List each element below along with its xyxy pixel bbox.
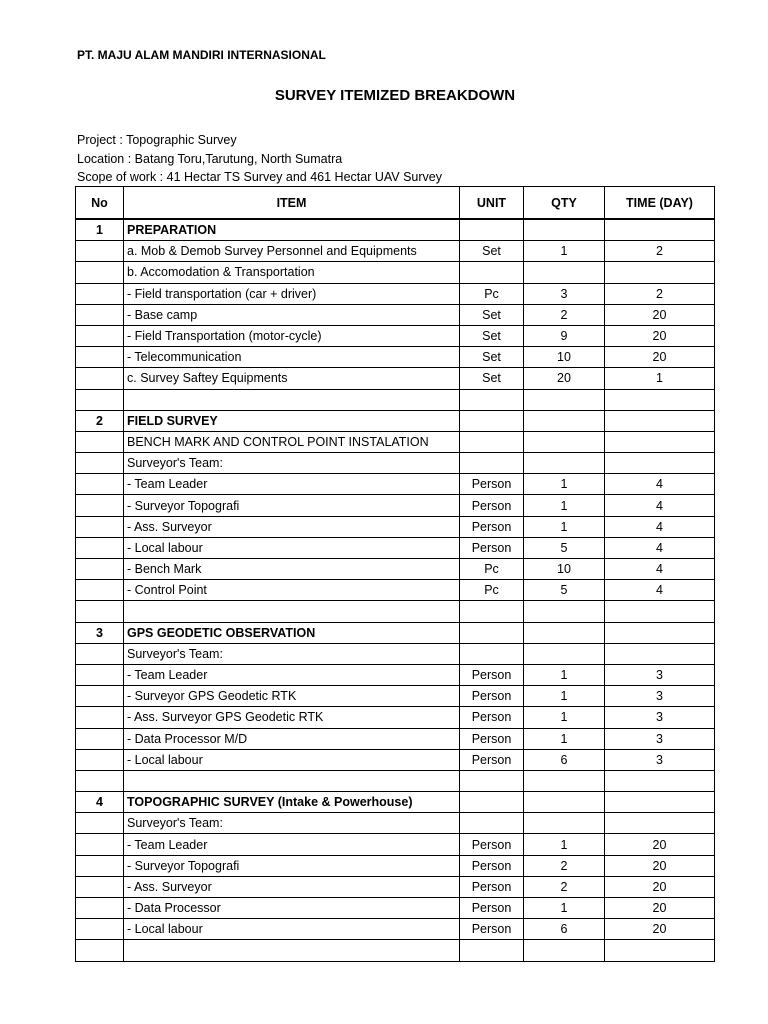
cell-qty: 6 — [524, 919, 605, 940]
header-time: TIME (DAY) — [605, 187, 715, 220]
cell-no — [76, 559, 124, 580]
cell-item: TOPOGRAPHIC SURVEY (Intake & Powerhouse) — [124, 792, 460, 813]
cell-item: - Ass. Surveyor — [124, 876, 460, 897]
cell-unit: Person — [460, 495, 524, 516]
table-row — [76, 453, 715, 474]
cell-unit: Person — [460, 898, 524, 919]
cell-item: GPS GEODETIC OBSERVATION — [124, 622, 460, 643]
cell-qty: 6 — [524, 749, 605, 770]
cell-item: Surveyor's Team: — [124, 453, 460, 474]
cell-unit — [460, 770, 524, 791]
table-row — [76, 707, 715, 728]
table-row — [76, 898, 715, 919]
cell-qty: 1 — [524, 664, 605, 685]
location-line: Location : Batang Toru,Tarutung, North Sumatra — [77, 151, 343, 166]
cell-time — [605, 940, 715, 961]
cell-no: 4 — [76, 792, 124, 813]
table-row — [76, 304, 715, 325]
table-row — [76, 686, 715, 707]
cell-qty: 5 — [524, 580, 605, 601]
cell-unit — [460, 813, 524, 834]
cell-time: 20 — [605, 834, 715, 855]
cell-qty: 1 — [524, 728, 605, 749]
cell-item: - Team Leader — [124, 474, 460, 495]
cell-qty: 5 — [524, 537, 605, 558]
cell-no — [76, 664, 124, 685]
table-row — [76, 559, 715, 580]
cell-item: a. Mob & Demob Survey Personnel and Equipments — [124, 241, 460, 262]
cell-time: 20 — [605, 304, 715, 325]
table-body — [76, 219, 715, 961]
cell-no — [76, 325, 124, 346]
cell-time: 4 — [605, 495, 715, 516]
cell-qty — [524, 770, 605, 791]
table-row — [76, 389, 715, 410]
table-row — [76, 622, 715, 643]
cell-no: 3 — [76, 622, 124, 643]
cell-unit — [460, 262, 524, 283]
cell-item: - Local labour — [124, 537, 460, 558]
cell-no — [76, 474, 124, 495]
cell-unit: Person — [460, 855, 524, 876]
table-row — [76, 580, 715, 601]
cell-time — [605, 792, 715, 813]
cell-unit: Person — [460, 728, 524, 749]
cell-time: 3 — [605, 686, 715, 707]
scope-line: Scope of work : 41 Hectar TS Survey and 461 Hectar UAV Survey — [77, 170, 442, 184]
cell-time — [605, 262, 715, 283]
cell-unit: Person — [460, 686, 524, 707]
cell-unit — [460, 389, 524, 410]
cell-no — [76, 643, 124, 664]
cell-qty — [524, 410, 605, 431]
cell-item: - Ass. Surveyor — [124, 516, 460, 537]
cell-item: - Ass. Surveyor GPS Geodetic RTK — [124, 707, 460, 728]
cell-unit — [460, 643, 524, 664]
cell-unit: Person — [460, 664, 524, 685]
cell-item: - Surveyor Topografi — [124, 855, 460, 876]
cell-qty — [524, 643, 605, 664]
cell-qty: 20 — [524, 368, 605, 389]
cell-no — [76, 855, 124, 876]
table-row — [76, 855, 715, 876]
cell-unit — [460, 453, 524, 474]
cell-qty — [524, 601, 605, 622]
cell-no — [76, 834, 124, 855]
cell-no — [76, 749, 124, 770]
cell-time: 20 — [605, 898, 715, 919]
cell-time: 4 — [605, 537, 715, 558]
cell-unit: Set — [460, 304, 524, 325]
itemized-table — [75, 186, 715, 962]
cell-qty: 1 — [524, 495, 605, 516]
cell-time: 4 — [605, 474, 715, 495]
cell-time: 3 — [605, 664, 715, 685]
cell-item: FIELD SURVEY — [124, 410, 460, 431]
cell-no — [76, 516, 124, 537]
table-row — [76, 219, 715, 241]
cell-qty: 1 — [524, 241, 605, 262]
cell-qty: 10 — [524, 559, 605, 580]
table-row — [76, 262, 715, 283]
cell-no — [76, 940, 124, 961]
cell-unit — [460, 622, 524, 643]
cell-time — [605, 643, 715, 664]
cell-unit: Set — [460, 368, 524, 389]
company-name: PT. MAJU ALAM MANDIRI INTERNASIONAL — [77, 48, 326, 62]
table-row — [76, 919, 715, 940]
cell-unit — [460, 940, 524, 961]
cell-time: 3 — [605, 749, 715, 770]
cell-unit: Person — [460, 919, 524, 940]
cell-no: 2 — [76, 410, 124, 431]
cell-qty: 1 — [524, 707, 605, 728]
cell-qty — [524, 262, 605, 283]
table-row — [76, 431, 715, 452]
cell-unit: Pc — [460, 283, 524, 304]
cell-qty: 1 — [524, 898, 605, 919]
cell-unit: Person — [460, 876, 524, 897]
cell-time: 20 — [605, 855, 715, 876]
table-row — [76, 940, 715, 961]
cell-unit — [460, 431, 524, 452]
cell-qty: 3 — [524, 283, 605, 304]
cell-unit: Person — [460, 516, 524, 537]
cell-qty — [524, 813, 605, 834]
cell-no — [76, 283, 124, 304]
cell-item: - Local labour — [124, 919, 460, 940]
table-row — [76, 792, 715, 813]
cell-no — [76, 686, 124, 707]
cell-time — [605, 453, 715, 474]
cell-item — [124, 601, 460, 622]
cell-item: c. Survey Saftey Equipments — [124, 368, 460, 389]
cell-qty: 1 — [524, 474, 605, 495]
cell-time: 4 — [605, 516, 715, 537]
cell-item: - Team Leader — [124, 834, 460, 855]
table-row — [76, 749, 715, 770]
cell-unit: Set — [460, 241, 524, 262]
table-row — [76, 283, 715, 304]
cell-no — [76, 241, 124, 262]
table-row — [76, 664, 715, 685]
cell-item: - Surveyor GPS Geodetic RTK — [124, 686, 460, 707]
cell-qty — [524, 431, 605, 452]
cell-qty: 2 — [524, 304, 605, 325]
cell-no — [76, 707, 124, 728]
cell-unit: Person — [460, 707, 524, 728]
project-line: Project : Topographic Survey — [77, 133, 237, 147]
cell-qty — [524, 453, 605, 474]
cell-qty — [524, 389, 605, 410]
cell-qty: 1 — [524, 686, 605, 707]
cell-time — [605, 219, 715, 241]
cell-no — [76, 919, 124, 940]
table-row — [76, 410, 715, 431]
cell-no — [76, 453, 124, 474]
cell-item: - Base camp — [124, 304, 460, 325]
project-info — [77, 131, 442, 187]
cell-time — [605, 770, 715, 791]
cell-time — [605, 431, 715, 452]
cell-item: - Control Point — [124, 580, 460, 601]
cell-time: 2 — [605, 241, 715, 262]
table-row — [76, 325, 715, 346]
cell-item: - Field Transportation (motor-cycle) — [124, 325, 460, 346]
cell-unit: Person — [460, 474, 524, 495]
cell-no — [76, 431, 124, 452]
table-row — [76, 537, 715, 558]
cell-item: Surveyor's Team: — [124, 643, 460, 664]
cell-qty: 1 — [524, 834, 605, 855]
table-row — [76, 368, 715, 389]
cell-item — [124, 770, 460, 791]
cell-unit: Person — [460, 537, 524, 558]
cell-item: - Local labour — [124, 749, 460, 770]
cell-time — [605, 622, 715, 643]
cell-qty: 9 — [524, 325, 605, 346]
cell-no — [76, 304, 124, 325]
table-header-row — [76, 187, 715, 220]
cell-unit: Set — [460, 347, 524, 368]
table-row — [76, 770, 715, 791]
cell-time: 2 — [605, 283, 715, 304]
cell-no: 1 — [76, 219, 124, 241]
document-title: SURVEY ITEMIZED BREAKDOWN — [274, 87, 516, 104]
cell-time — [605, 389, 715, 410]
header-no: No — [76, 187, 124, 220]
table-row — [76, 728, 715, 749]
table-row — [76, 876, 715, 897]
cell-qty — [524, 792, 605, 813]
cell-qty — [524, 219, 605, 241]
cell-unit: Pc — [460, 580, 524, 601]
cell-time: 4 — [605, 559, 715, 580]
cell-unit — [460, 601, 524, 622]
cell-unit: Set — [460, 325, 524, 346]
cell-time — [605, 410, 715, 431]
cell-unit: Pc — [460, 559, 524, 580]
cell-qty: 1 — [524, 516, 605, 537]
cell-no — [76, 898, 124, 919]
cell-item: - Data Processor M/D — [124, 728, 460, 749]
cell-time: 20 — [605, 876, 715, 897]
table-row — [76, 495, 715, 516]
cell-time: 4 — [605, 580, 715, 601]
cell-item: - Surveyor Topografi — [124, 495, 460, 516]
cell-unit — [460, 219, 524, 241]
cell-unit — [460, 410, 524, 431]
cell-item: - Telecommunication — [124, 347, 460, 368]
cell-time: 3 — [605, 707, 715, 728]
cell-qty: 2 — [524, 876, 605, 897]
header-qty: QTY — [524, 187, 605, 220]
cell-item — [124, 940, 460, 961]
cell-item: - Bench Mark — [124, 559, 460, 580]
cell-no — [76, 580, 124, 601]
cell-no — [76, 728, 124, 749]
table-row — [76, 813, 715, 834]
cell-item: b. Accomodation & Transportation — [124, 262, 460, 283]
table-row — [76, 516, 715, 537]
cell-time: 20 — [605, 347, 715, 368]
cell-item: - Field transportation (car + driver) — [124, 283, 460, 304]
header-unit: UNIT — [460, 187, 524, 220]
table-row — [76, 601, 715, 622]
cell-no — [76, 813, 124, 834]
cell-no — [76, 770, 124, 791]
cell-item: BENCH MARK AND CONTROL POINT INSTALATION — [124, 431, 460, 452]
cell-time — [605, 813, 715, 834]
cell-qty: 10 — [524, 347, 605, 368]
table-row — [76, 241, 715, 262]
cell-qty — [524, 622, 605, 643]
cell-no — [76, 368, 124, 389]
cell-no — [76, 876, 124, 897]
cell-time: 1 — [605, 368, 715, 389]
cell-no — [76, 347, 124, 368]
cell-no — [76, 495, 124, 516]
cell-item: PREPARATION — [124, 219, 460, 241]
cell-qty: 2 — [524, 855, 605, 876]
cell-no — [76, 537, 124, 558]
table-row — [76, 347, 715, 368]
cell-unit: Person — [460, 749, 524, 770]
cell-item: - Team Leader — [124, 664, 460, 685]
cell-item — [124, 389, 460, 410]
cell-unit — [460, 792, 524, 813]
header-item: ITEM — [124, 187, 460, 220]
cell-item: - Data Processor — [124, 898, 460, 919]
cell-time: 3 — [605, 728, 715, 749]
cell-qty — [524, 940, 605, 961]
table-row — [76, 643, 715, 664]
cell-time: 20 — [605, 325, 715, 346]
cell-no — [76, 601, 124, 622]
cell-no — [76, 262, 124, 283]
table-row — [76, 474, 715, 495]
cell-unit: Person — [460, 834, 524, 855]
cell-time: 20 — [605, 919, 715, 940]
cell-item: Surveyor's Team: — [124, 813, 460, 834]
cell-time — [605, 601, 715, 622]
cell-no — [76, 389, 124, 410]
table-row — [76, 834, 715, 855]
